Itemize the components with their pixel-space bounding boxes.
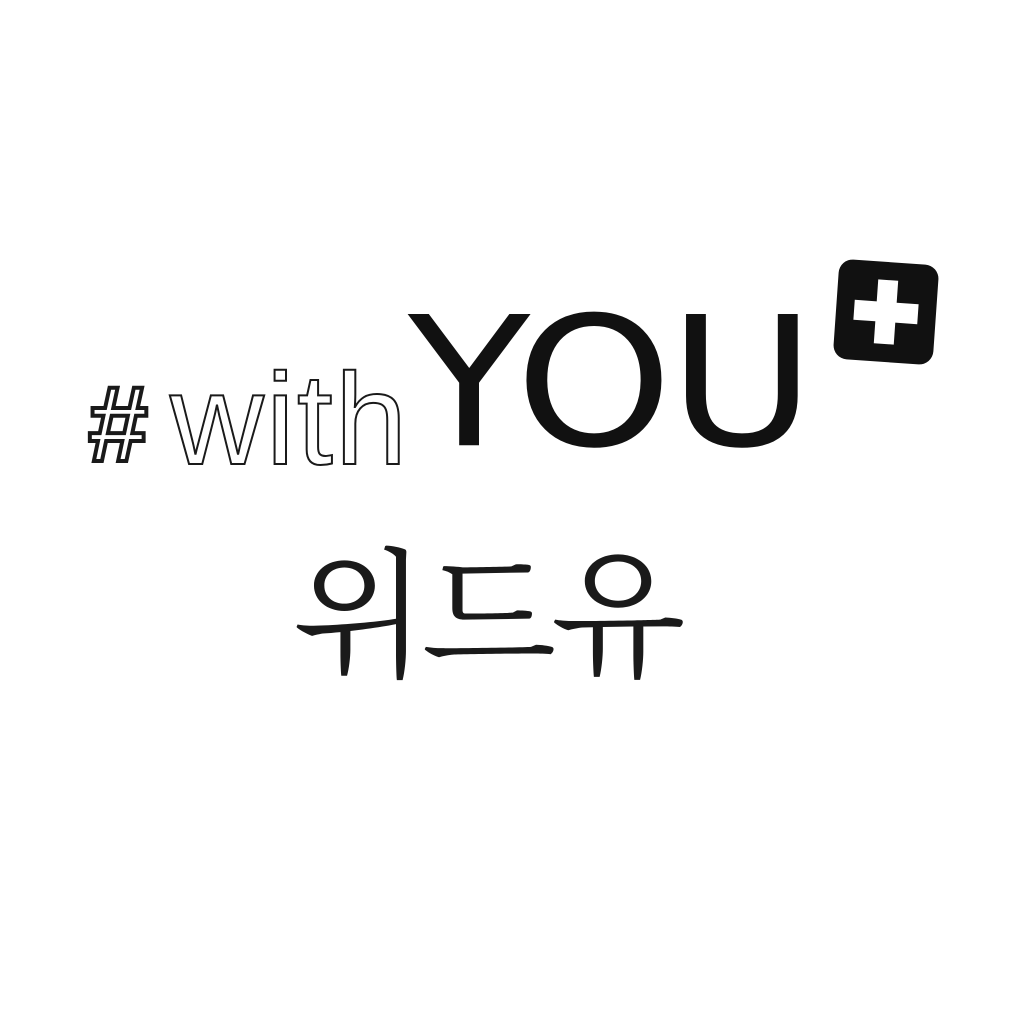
logo-korean: 위드유 <box>292 536 680 699</box>
logo-you: YOU <box>408 278 812 489</box>
plus-icon <box>833 259 940 366</box>
logo-hash: # <box>88 363 149 484</box>
plus-icon-shape <box>833 259 940 366</box>
logo-with: with <box>170 346 410 492</box>
